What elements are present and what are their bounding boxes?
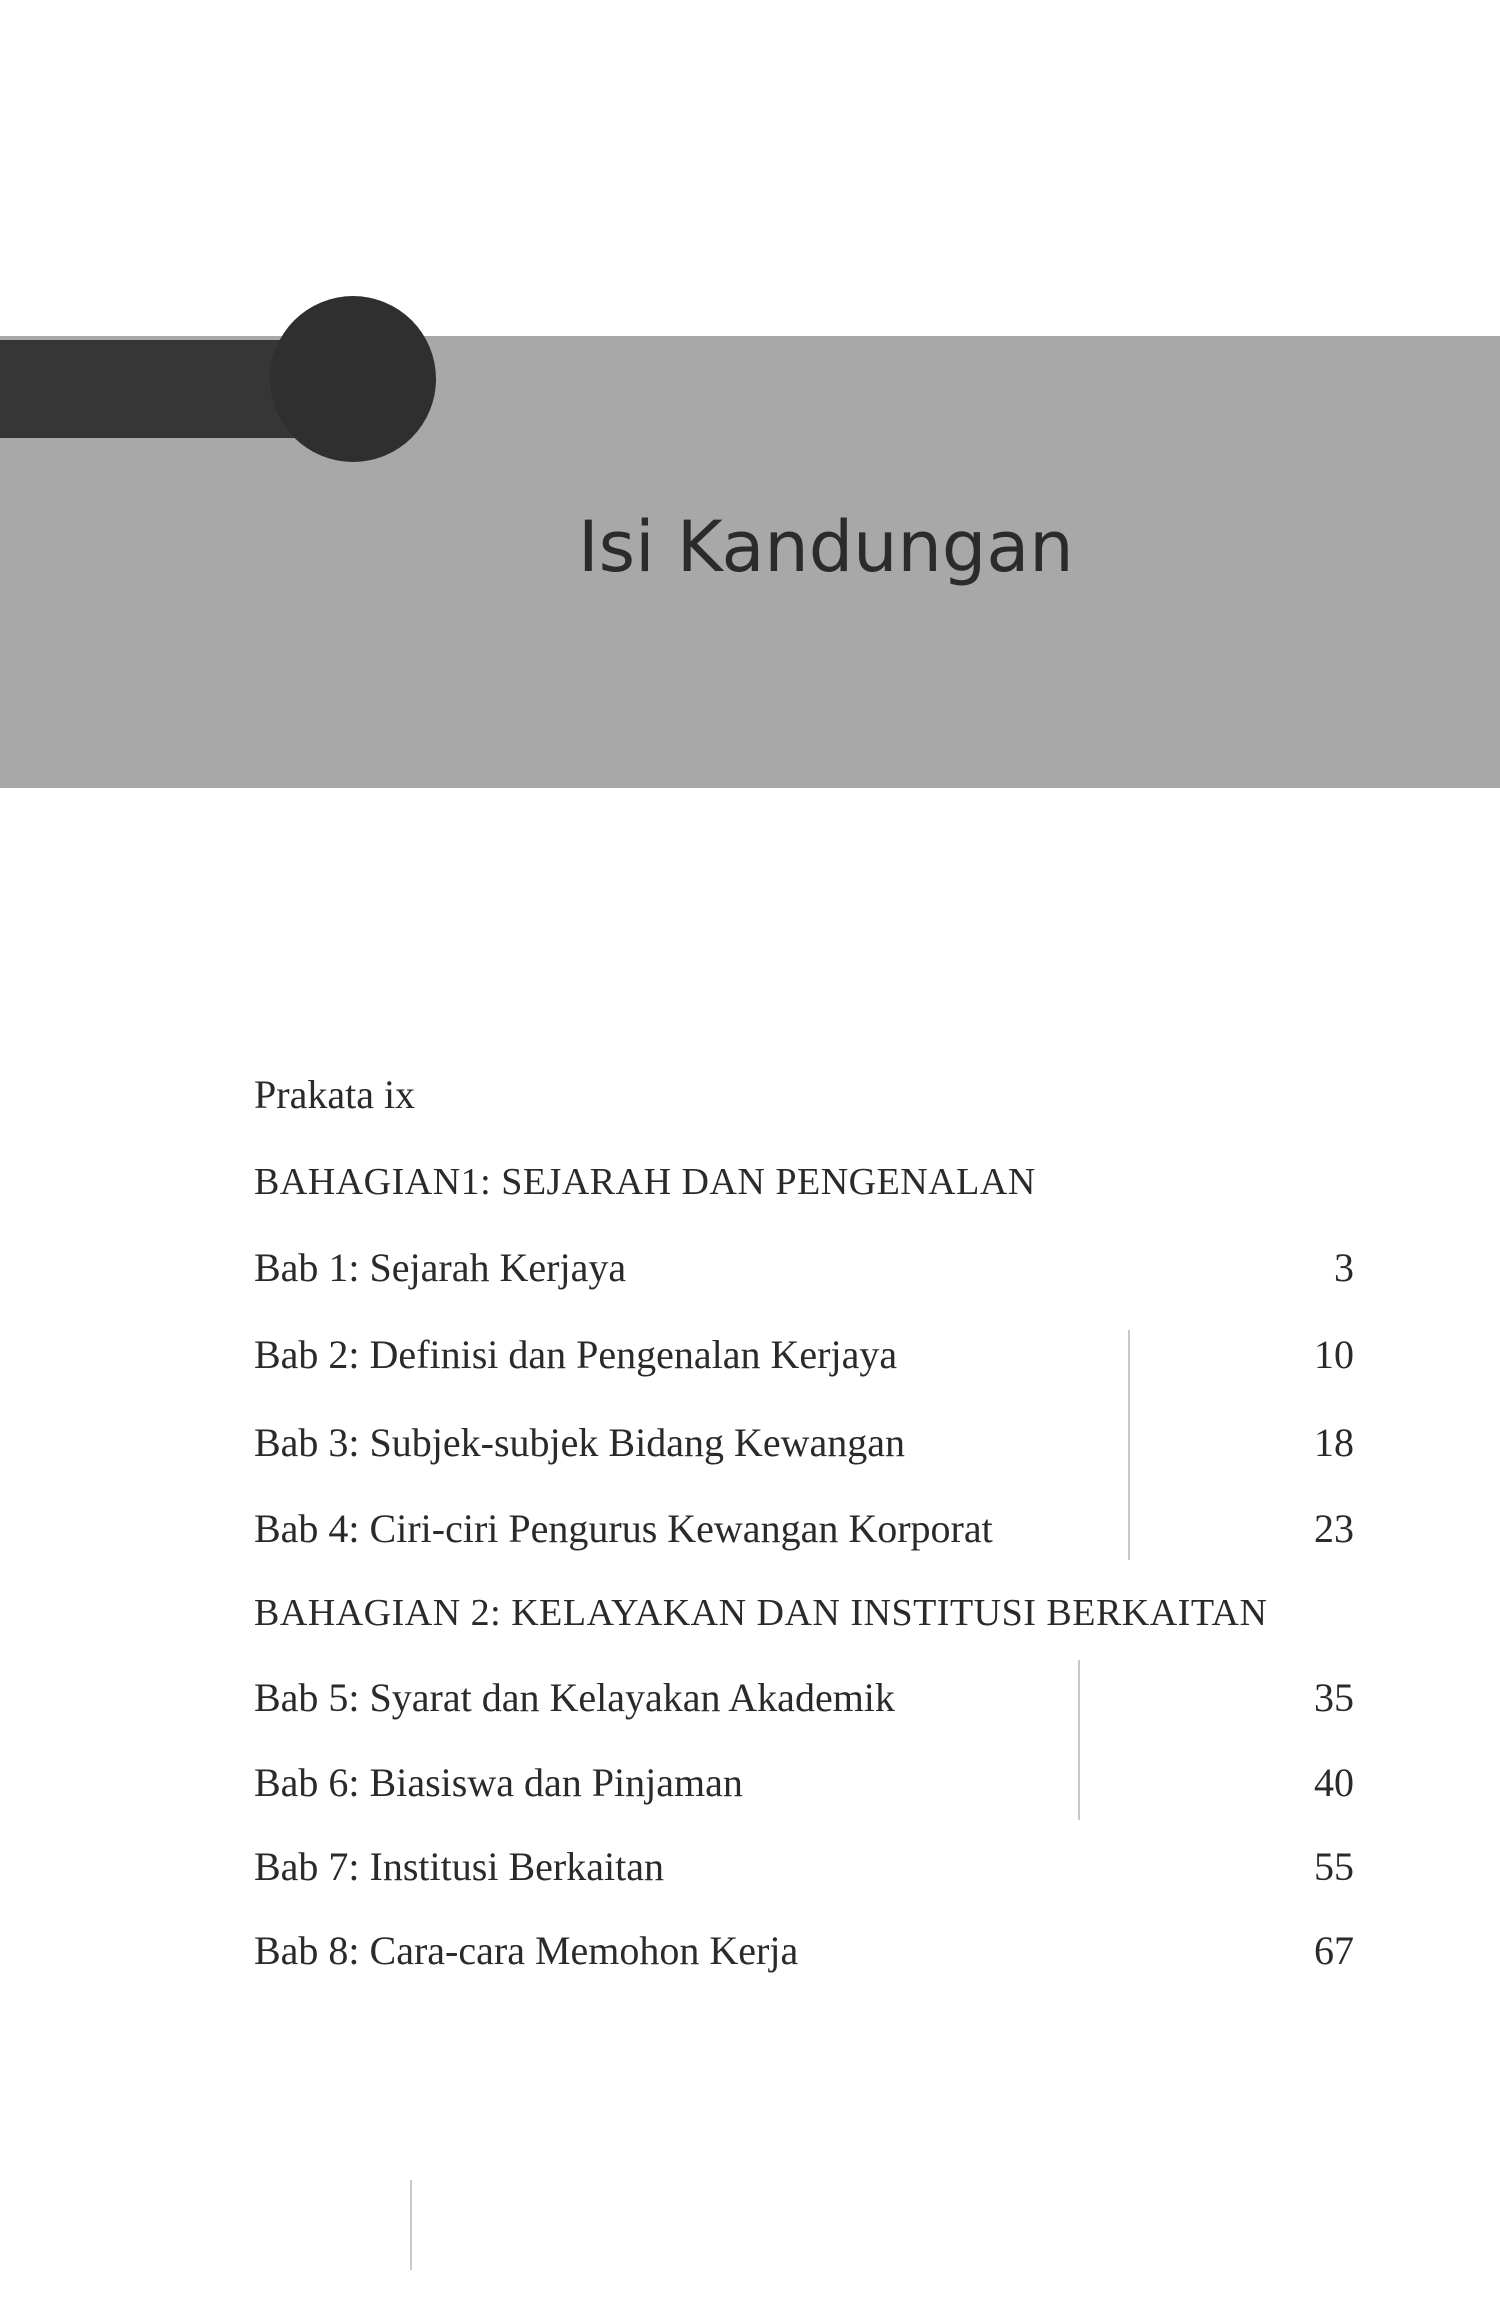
toc-chapter-row[interactable]: [254, 1832, 1354, 1902]
page-title: Isi Kandungan: [578, 506, 1074, 588]
toc-part-heading[interactable]: [254, 1147, 1354, 1217]
toc-chapter-row[interactable]: [254, 1320, 1354, 1390]
toc-chapter-page: 3: [1334, 1245, 1354, 1290]
toc-chapter-label: Bab 5: Syarat dan Kelayakan Akademik: [254, 1675, 895, 1720]
toc-chapter-label: Bab 7: Institusi Berkaitan: [254, 1844, 664, 1889]
toc-chapter-label: Bab 3: Subjek-subjek Bidang Kewangan: [254, 1420, 905, 1465]
toc-chapter-page: 35: [1314, 1675, 1354, 1720]
scan-artifact-line: [410, 2180, 412, 2270]
toc-chapter-row[interactable]: [254, 1494, 1354, 1564]
toc-chapter-label: Bab 1: Sejarah Kerjaya: [254, 1245, 627, 1290]
toc-chapter-row[interactable]: [254, 1748, 1354, 1818]
toc-preface-label: Prakata ix: [254, 1072, 416, 1117]
toc-chapter-page: 18: [1314, 1420, 1354, 1465]
toc-chapter-page: 23: [1314, 1506, 1354, 1551]
toc-chapter-label: Bab 2: Definisi dan Pengenalan Kerjaya: [254, 1332, 898, 1377]
toc-part-label: BAHAGIAN1: SEJARAH DAN PENGENALAN: [254, 1161, 1036, 1203]
toc-chapter-row[interactable]: [254, 1408, 1354, 1478]
toc-chapter-row[interactable]: [254, 1916, 1354, 1986]
toc-chapter-row[interactable]: [254, 1663, 1354, 1733]
toc-part-label: BAHAGIAN 2: KELAYAKAN DAN INSTITUSI BERKAITAN: [254, 1592, 1268, 1634]
banner-decorative-circle: [270, 296, 436, 462]
toc-preface[interactable]: [254, 1060, 1354, 1130]
toc-chapter-label: Bab 6: Biasiswa dan Pinjaman: [254, 1760, 743, 1805]
toc-part-heading[interactable]: [254, 1578, 1354, 1648]
toc-chapter-page: 67: [1314, 1928, 1354, 1973]
toc-chapter-page: 10: [1314, 1332, 1354, 1377]
toc-chapter-page: 40: [1314, 1760, 1354, 1805]
toc-chapter-label: Bab 4: Ciri-ciri Pengurus Kewangan Korporat: [254, 1506, 993, 1551]
toc-chapter-label: Bab 8: Cara-cara Memohon Kerja: [254, 1928, 799, 1973]
toc-chapter-page: 55: [1314, 1844, 1354, 1889]
toc-chapter-row[interactable]: [254, 1233, 1354, 1303]
